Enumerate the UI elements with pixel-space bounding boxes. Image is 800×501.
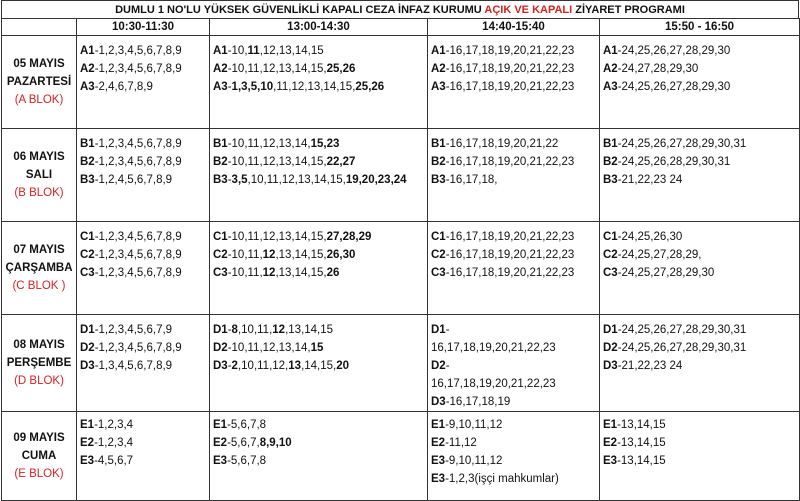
ward-numbers: -10,11, <box>227 249 263 261</box>
ward-entry <box>603 78 797 96</box>
slot-cell <box>600 222 800 315</box>
ward-entry <box>603 228 797 246</box>
ward-entry <box>80 246 207 264</box>
ward-numbers: -10,11,12,13,14, <box>227 342 311 354</box>
ward-numbers: 15,23 <box>310 138 340 150</box>
header-slot-1: 10:30-11:30 <box>77 19 210 36</box>
ward-entry <box>431 434 597 452</box>
page-title: DUMLU 1 NO'LU YÜKSEK GÜVENLİKLİ KAPALI CEZA İNFAZ KURUMU AÇIK VE KAPALI ZİYARET PROGRAMI <box>1 0 799 18</box>
ward-numbers: -5,6,7,8 <box>227 455 267 467</box>
ward-numbers: 8,9,10 <box>259 437 292 449</box>
day-label: 08 MAYIS <box>13 339 65 351</box>
ward-numbers: -2,4,6,7,8,9 <box>94 81 153 93</box>
ward-numbers: -9,10,11,12 <box>445 455 503 467</box>
ward-numbers: -16,17,18,19,20,21,22,23 <box>445 63 575 75</box>
ward-code: C2 <box>213 249 228 261</box>
ward-numbers: 11 <box>247 45 260 57</box>
ward-code: A3 <box>603 81 618 93</box>
visit-schedule-table <box>1 18 800 501</box>
ward-entry <box>603 246 797 264</box>
slot-cell <box>600 412 800 501</box>
ward-entry <box>431 393 597 411</box>
weekday-label: PERŞEMBE <box>6 357 72 369</box>
ward-numbers: -9,10,11,12 <box>445 419 503 431</box>
ward-numbers: 1,3,5,10 <box>231 81 274 93</box>
ward-numbers: - <box>227 174 232 186</box>
ward-code: E3 <box>80 455 95 467</box>
ward-code: D2 <box>80 342 95 354</box>
ward-code: D2 <box>431 360 446 372</box>
ward-code: E3 <box>431 455 446 467</box>
ward-code: E2 <box>431 437 446 449</box>
ward-numbers: -1,2,4,5,6,7,8,9 <box>94 174 173 186</box>
ward-entry <box>213 228 425 246</box>
ward-entry <box>431 375 597 393</box>
ward-code: B1 <box>603 138 618 150</box>
ward-numbers: -16,17,18,19,20,21,22 <box>445 138 559 150</box>
ward-code: A1 <box>431 45 446 57</box>
ward-code: B2 <box>80 156 95 168</box>
ward-numbers: -1,2,3,4 <box>94 419 134 431</box>
ward-code: A2 <box>80 63 95 75</box>
ward-numbers: ,13,14,15 <box>285 324 334 336</box>
ward-numbers: 16,17,18,19,20,21,22,23 <box>431 378 556 390</box>
ward-numbers: 12 <box>272 324 286 336</box>
blok-label: (B BLOK) <box>14 187 64 199</box>
ward-numbers: -16,17,18,19,20,21,22,23 <box>445 45 575 57</box>
ward-numbers: ,12,13,14,15 <box>259 45 324 57</box>
ward-code: A3 <box>431 81 446 93</box>
ward-code: E2 <box>213 437 228 449</box>
ward-numbers: ,10,11,12, <box>237 360 289 372</box>
ward-code: D3 <box>431 396 446 408</box>
ward-entry <box>80 357 207 375</box>
weekday-label: ÇARŞAMBA <box>5 262 73 274</box>
header-slot-2: 13:00-14:30 <box>210 19 428 36</box>
ward-numbers: 16,17,18,19,20,21,22,23 <box>431 342 556 354</box>
ward-entry <box>80 153 207 171</box>
ward-numbers: -1,2,3,4,5,6,7,8,9 <box>94 138 182 150</box>
ward-entry <box>431 246 597 264</box>
ward-numbers: - <box>445 324 450 336</box>
header-row <box>2 19 800 36</box>
ward-code: B2 <box>603 156 618 168</box>
ward-code: C3 <box>213 267 228 279</box>
ward-numbers: - <box>227 81 232 93</box>
ward-numbers: - <box>227 360 232 372</box>
day-cell <box>2 129 77 222</box>
ward-code: E1 <box>603 419 618 431</box>
ward-entry <box>80 434 207 452</box>
ward-entry <box>80 321 207 339</box>
slot-cell <box>77 412 210 501</box>
ward-numbers: -1,2,3,4,5,6,7,8,9 <box>94 342 182 354</box>
ward-code: C2 <box>431 249 446 261</box>
ward-numbers: -1,2,3,4,5,6,7,8,9 <box>94 267 182 279</box>
day-cell <box>2 412 77 501</box>
header-corner <box>2 19 77 36</box>
ward-entry <box>431 339 597 357</box>
ward-code: D2 <box>603 342 618 354</box>
ward-numbers: ,14,15, <box>301 360 337 372</box>
ward-entry <box>80 78 207 96</box>
ward-numbers: -13,14,15 <box>617 455 666 467</box>
ward-entry <box>213 264 425 282</box>
ward-code: C1 <box>603 231 618 243</box>
blok-label: (C BLOK ) <box>12 280 66 292</box>
ward-code: B3 <box>603 174 618 186</box>
day-cell <box>2 222 77 315</box>
ward-entry <box>213 339 425 357</box>
ward-numbers: 22,27 <box>326 156 356 168</box>
ward-numbers: -13,14,15 <box>617 419 666 431</box>
ward-numbers: -24,25,26,27,28,29,30 <box>617 81 731 93</box>
ward-code: E2 <box>603 437 618 449</box>
ward-numbers: -16,17,18, <box>445 174 498 186</box>
ward-code: E3 <box>431 473 446 485</box>
slot-cell <box>210 315 428 412</box>
ward-numbers: ,10,11,12,13,14,15, <box>247 174 346 186</box>
ward-entry <box>431 78 597 96</box>
ward-numbers: -5,6,7,8 <box>227 419 267 431</box>
table-row <box>2 222 800 315</box>
ward-entry <box>603 339 797 357</box>
ward-numbers: -1,2,3,4,5,6,7,8,9 <box>94 156 182 168</box>
ward-code: D1 <box>80 324 95 336</box>
ward-entry <box>80 42 207 60</box>
ward-entry <box>80 416 207 434</box>
ward-numbers: -24,25,26,27,28,29,30,31 <box>617 324 747 336</box>
slot-cell <box>210 36 428 129</box>
ward-entry <box>80 228 207 246</box>
slot-cell <box>428 222 600 315</box>
ward-code: E2 <box>80 437 95 449</box>
ward-numbers: - <box>445 360 450 372</box>
table-row <box>2 129 800 222</box>
ward-numbers: -1,2,3,4,5,6,7,8,9 <box>94 63 182 75</box>
slot-cell <box>210 222 428 315</box>
day-cell <box>2 315 77 412</box>
ward-entry <box>431 321 597 339</box>
ward-entry <box>213 321 425 339</box>
ward-code: D1 <box>603 324 618 336</box>
ward-code: A3 <box>80 81 95 93</box>
ward-code: A1 <box>213 45 228 57</box>
slot-cell <box>428 129 600 222</box>
table-row <box>2 315 800 412</box>
slot-cell <box>77 222 210 315</box>
ward-numbers: -1,2,3,4,5,6,7,8,9 <box>94 231 182 243</box>
ward-code: D1 <box>213 324 228 336</box>
ward-numbers: 27,28,29 <box>326 231 372 243</box>
ward-code: A2 <box>431 63 446 75</box>
ward-code: A3 <box>213 81 228 93</box>
ward-entry <box>603 153 797 171</box>
ward-code: D3 <box>603 360 618 372</box>
ward-numbers: -11,12 <box>445 437 477 449</box>
ward-entry <box>603 434 797 452</box>
ward-numbers: 13 <box>288 360 302 372</box>
ward-numbers: -24,25,26,27,28,29,30,31 <box>617 138 747 150</box>
ward-entry <box>213 135 425 153</box>
slot-cell <box>428 412 600 501</box>
ward-numbers: -10,11, <box>227 267 263 279</box>
day-cell <box>2 36 77 129</box>
ward-entry <box>603 60 797 78</box>
ward-entry <box>431 153 597 171</box>
weekday-label: PAZARTESİ <box>6 76 72 88</box>
slot-cell <box>77 36 210 129</box>
ward-entry <box>603 321 797 339</box>
slot-cell <box>600 129 800 222</box>
ward-numbers: ,13,14,15, <box>275 267 327 279</box>
ward-code: E3 <box>213 455 228 467</box>
ward-numbers: ,13,14,15, <box>275 249 327 261</box>
ward-code: A2 <box>213 63 228 75</box>
ward-code: E1 <box>213 419 228 431</box>
ward-numbers: -10,11,12,13,14,15, <box>227 156 327 168</box>
ward-numbers: -21,22,23 24 <box>617 360 683 372</box>
ward-numbers: -4,5,6,7 <box>94 455 134 467</box>
ward-entry <box>80 264 207 282</box>
ward-entry <box>213 357 425 375</box>
day-label: 09 MAYIS <box>13 432 65 444</box>
ward-numbers: -10,11,12,13,14,15, <box>227 63 327 75</box>
ward-entry <box>80 339 207 357</box>
ward-numbers: 15 <box>310 342 324 354</box>
ward-numbers: - <box>227 324 232 336</box>
ward-entry <box>80 60 207 78</box>
slot-cell <box>600 36 800 129</box>
ward-entry <box>603 416 797 434</box>
ward-numbers: -13,14,15 <box>617 437 666 449</box>
ward-code: C3 <box>431 267 446 279</box>
ward-numbers: -21,22,23 24 <box>617 174 683 186</box>
ward-code: E1 <box>80 419 95 431</box>
ward-code: C2 <box>603 249 618 261</box>
ward-entry <box>80 171 207 189</box>
ward-entry <box>431 357 597 375</box>
ward-code: D3 <box>80 360 95 372</box>
day-label: 06 MAYIS <box>13 151 65 163</box>
ward-code: C3 <box>603 267 618 279</box>
ward-entry <box>603 171 797 189</box>
ward-entry <box>431 452 597 470</box>
ward-numbers: -24,25,26,27,28,29,30,31 <box>617 342 747 354</box>
ward-numbers: -24,25,27,28,29,30 <box>617 267 715 279</box>
ward-entry <box>431 264 597 282</box>
ward-numbers: -1,2,3,4,5,6,7,8,9 <box>94 45 182 57</box>
ward-code: A1 <box>603 45 618 57</box>
ward-numbers: 19,20,23,24 <box>345 174 407 186</box>
ward-code: B3 <box>431 174 446 186</box>
slot-cell <box>428 36 600 129</box>
ward-numbers: -10,11,12,13,14, <box>227 138 311 150</box>
ward-numbers: -5,6,7, <box>227 437 260 449</box>
ward-numbers: -16,17,18,19,20,21,22,23 <box>445 267 575 279</box>
weekday-label: CUMA <box>21 450 57 462</box>
ward-entry <box>603 135 797 153</box>
ward-code: D3 <box>213 360 228 372</box>
ward-numbers: 26 <box>326 267 340 279</box>
ward-code: E1 <box>431 419 446 431</box>
ward-entry <box>80 452 207 470</box>
ward-numbers: -24,25,26,27,28,29,30 <box>617 45 731 57</box>
ward-entry <box>431 42 597 60</box>
header-slot-4: 15:50 - 16:50 <box>600 19 800 36</box>
ward-entry <box>603 357 797 375</box>
day-label: 05 MAYIS <box>13 58 65 70</box>
slot-cell <box>77 129 210 222</box>
ward-numbers: -16,17,18,19,20,21,22,23 <box>445 156 575 168</box>
ward-numbers: 2 <box>231 360 238 372</box>
ward-entry <box>213 246 425 264</box>
ward-code: C3 <box>80 267 95 279</box>
ward-entry <box>213 416 425 434</box>
ward-entry <box>431 228 597 246</box>
blok-label: (A BLOK) <box>14 94 64 106</box>
ward-code: A2 <box>603 63 618 75</box>
ward-code: B3 <box>213 174 228 186</box>
weekday-label: SALI <box>25 169 53 181</box>
ward-numbers: -16,17,18,19,20,21,22,23 <box>445 231 575 243</box>
ward-numbers: -10, <box>227 45 248 57</box>
ward-numbers: ,10,11, <box>237 324 273 336</box>
ward-entry <box>431 171 597 189</box>
slot-cell <box>600 315 800 412</box>
ward-code: C1 <box>431 231 446 243</box>
ward-code: E3 <box>603 455 618 467</box>
ward-entry <box>603 452 797 470</box>
ward-entry <box>213 42 425 60</box>
ward-code: B1 <box>213 138 228 150</box>
ward-entry <box>213 452 425 470</box>
ward-numbers: -24,25,26,30 <box>617 231 683 243</box>
ward-code: B1 <box>431 138 446 150</box>
ward-entry <box>431 60 597 78</box>
ward-code: D2 <box>213 342 228 354</box>
ward-code: C1 <box>80 231 95 243</box>
ward-numbers: 25,26 <box>326 63 356 75</box>
ward-entry <box>213 434 425 452</box>
ward-numbers: -1,2,3,4,5,6,7,8,9 <box>94 249 182 261</box>
ward-entry <box>80 135 207 153</box>
blok-label: (D BLOK) <box>14 375 64 387</box>
ward-numbers: 20 <box>336 360 350 372</box>
ward-entry <box>603 42 797 60</box>
ward-numbers: 12 <box>262 267 276 279</box>
table-row <box>2 36 800 129</box>
ward-entry <box>213 78 425 96</box>
ward-numbers: -1,2,3(işçi mahkumlar) <box>445 473 559 485</box>
ward-entry <box>213 60 425 78</box>
slot-cell <box>210 412 428 501</box>
ward-numbers: -24,25,27,28,29, <box>617 249 702 261</box>
ward-code: C2 <box>80 249 95 261</box>
ward-numbers: 8 <box>231 324 238 336</box>
blok-label: (E BLOK) <box>14 468 64 480</box>
slot-cell <box>210 129 428 222</box>
ward-entry <box>213 153 425 171</box>
ward-numbers: 26,30 <box>326 249 356 261</box>
table-row <box>2 412 800 501</box>
slot-cell <box>77 315 210 412</box>
ward-numbers: -16,17,18,19 <box>445 396 511 408</box>
ward-numbers: -24,27,28,29,30 <box>617 63 699 75</box>
ward-numbers: 12 <box>262 249 276 261</box>
ward-code: A1 <box>80 45 95 57</box>
ward-entry <box>603 264 797 282</box>
day-label: 07 MAYIS <box>13 244 65 256</box>
ward-entry <box>213 171 425 189</box>
ward-numbers: 3,5 <box>231 174 248 186</box>
ward-code: C1 <box>213 231 228 243</box>
ward-numbers: -24,25,26,28,29,30,31 <box>617 156 731 168</box>
ward-numbers: 25,26 <box>355 81 385 93</box>
ward-code: B1 <box>80 138 95 150</box>
ward-numbers: -1,2,3,4,5,6,7,9 <box>94 324 173 336</box>
ward-code: B3 <box>80 174 95 186</box>
ward-numbers: -16,17,18,19,20,21,22,23 <box>445 249 575 261</box>
header-slot-3: 14:40-15:40 <box>428 19 600 36</box>
ward-entry <box>431 135 597 153</box>
ward-entry <box>431 416 597 434</box>
ward-code: B2 <box>213 156 228 168</box>
ward-numbers: -10,11,12,13,14,15, <box>227 231 327 243</box>
slot-cell <box>428 315 600 412</box>
ward-code: D1 <box>431 324 446 336</box>
ward-numbers: -1,2,3,4 <box>94 437 134 449</box>
ward-numbers: -16,17,18,19,20,21,22,23 <box>445 81 575 93</box>
ward-numbers: -1,3,4,5,6,7,8,9 <box>94 360 173 372</box>
ward-numbers: ,11,12,13,14,15, <box>273 81 356 93</box>
ward-code: B2 <box>431 156 446 168</box>
